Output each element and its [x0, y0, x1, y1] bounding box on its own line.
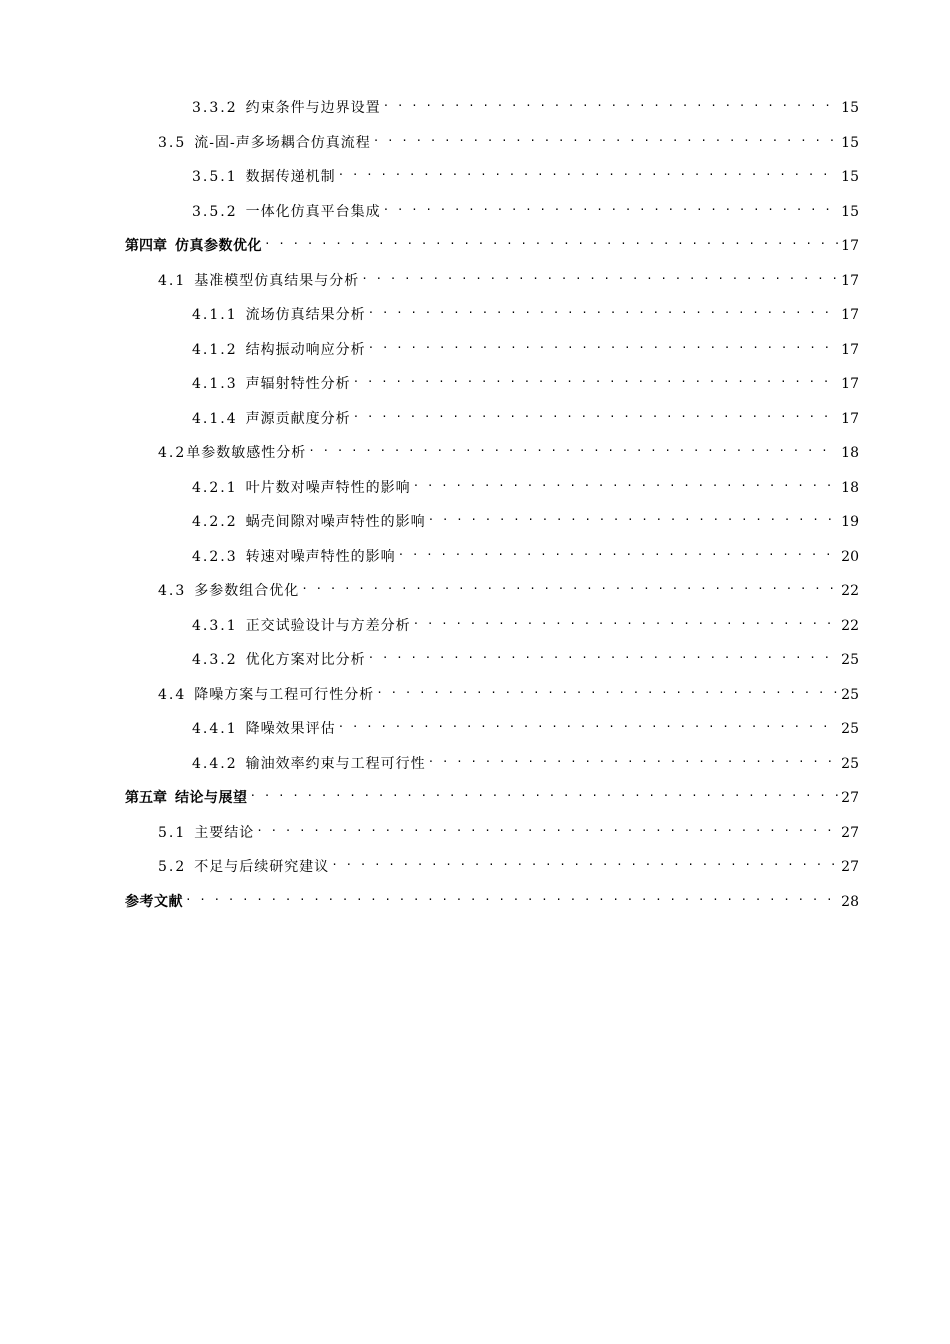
toc-entry-page-number: 22	[841, 617, 859, 634]
toc-entry-title: 结论与展望	[175, 790, 248, 806]
toc-dot-leader	[338, 157, 839, 181]
toc-entry-number: 4.3.2	[192, 652, 238, 668]
toc-entry[interactable]	[192, 502, 859, 530]
toc-dot-leader	[331, 847, 838, 871]
toc-dot-leader	[308, 433, 838, 457]
toc-entry-title: 一体化仿真平台集成	[245, 203, 381, 220]
toc-entry-number: 4.2.3	[192, 548, 238, 565]
toc-entry[interactable]	[192, 399, 859, 427]
toc-entry-page-number: 27	[841, 859, 859, 875]
toc-entry-title: 仿真参数优化	[175, 238, 262, 254]
toc-dot-leader	[361, 261, 838, 285]
toc-entry-title: 流-固-声多场耦合仿真流程	[194, 134, 371, 151]
toc-entry-title: 降噪效果评估	[245, 721, 336, 737]
toc-entry-number: 3.5.2	[192, 203, 238, 220]
toc-entry[interactable]	[192, 295, 859, 323]
toc-entry[interactable]	[158, 261, 859, 289]
toc-entry-number: 4.1	[158, 272, 187, 289]
toc-entry-page-number: 25	[841, 652, 859, 668]
toc-entry-title: 主要结论	[194, 824, 255, 841]
toc-entry-page-number: 27	[841, 824, 859, 841]
toc-entry-title: 降噪方案与工程可行性分析	[194, 686, 375, 703]
toc-entry[interactable]	[192, 537, 859, 565]
toc-entry-number: 3.5.1	[192, 169, 238, 185]
toc-entry[interactable]	[125, 226, 859, 254]
toc-entry-page-number: 22	[841, 583, 859, 599]
toc-dot-leader	[428, 502, 839, 526]
toc-entry-page-number: 18	[841, 445, 859, 461]
toc-entry-title: 基准模型仿真结果与分析	[194, 272, 360, 289]
toc-entry-number: 3.5	[158, 134, 187, 151]
toc-dot-leader	[376, 675, 838, 699]
toc-entry[interactable]	[192, 744, 859, 772]
toc-entry-title: 多参数组合优化	[194, 583, 300, 599]
toc-entry-title: 约束条件与边界设置	[245, 100, 381, 116]
toc-entry[interactable]	[158, 813, 859, 841]
toc-dot-leader	[383, 88, 839, 112]
toc-entry[interactable]	[158, 847, 859, 875]
toc-entry[interactable]	[125, 778, 859, 806]
toc-dot-leader	[353, 399, 839, 423]
toc-entry-page-number: 15	[841, 134, 859, 151]
toc-entry[interactable]	[158, 675, 859, 703]
toc-entry-title: 结构振动响应分析	[245, 341, 366, 358]
toc-dot-leader	[428, 744, 839, 768]
toc-entry-number: 4.2	[158, 445, 187, 461]
toc-entry-title: 输油效率约束与工程可行性	[245, 755, 426, 772]
toc-entry-number: 5.2	[158, 859, 187, 875]
toc-entry[interactable]	[192, 157, 859, 185]
toc-entry[interactable]	[158, 571, 859, 599]
toc-entry[interactable]	[192, 709, 859, 737]
toc-entry[interactable]	[158, 433, 859, 461]
toc-dot-leader	[256, 813, 838, 837]
toc-entry-number: 第四章	[125, 238, 167, 254]
toc-dot-leader	[301, 571, 838, 595]
toc-dot-leader	[368, 295, 839, 319]
toc-dot-leader	[398, 537, 839, 561]
toc-dot-leader	[368, 330, 839, 354]
toc-entry-number: 4.2.2	[192, 514, 238, 530]
toc-entry[interactable]	[192, 468, 859, 496]
toc-dot-leader	[250, 778, 839, 802]
toc-entry-number: 3.3.2	[192, 100, 238, 116]
toc-entry-number: 4.3.1	[192, 617, 238, 634]
toc-entry-page-number: 17	[841, 376, 859, 392]
toc-dot-leader	[338, 709, 839, 733]
toc-entry-title: 转速对噪声特性的影响	[245, 548, 396, 565]
toc-dot-leader	[383, 192, 839, 216]
toc-entry-page-number: 25	[841, 686, 859, 703]
toc-entry[interactable]	[192, 330, 859, 358]
toc-entry-title: 声辐射特性分析	[245, 376, 351, 392]
toc-entry-page-number: 17	[841, 341, 859, 358]
toc-entry-page-number: 17	[841, 307, 859, 323]
toc-entry-page-number: 15	[841, 100, 859, 116]
toc-entry-page-number: 27	[841, 790, 859, 806]
toc-entry[interactable]	[192, 364, 859, 392]
toc-entry-title: 优化方案对比分析	[245, 652, 366, 668]
toc-entry-page-number: 25	[841, 755, 859, 772]
toc-dot-leader	[264, 226, 838, 250]
toc-entry[interactable]	[192, 88, 859, 116]
toc-entry-page-number: 17	[841, 238, 859, 254]
toc-entry-title: 叶片数对噪声特性的影响	[245, 479, 411, 496]
toc-entry-title: 数据传递机制	[245, 169, 336, 185]
toc-entry-title: 单参数敏感性分析	[186, 445, 307, 461]
toc-entry-page-number: 15	[841, 203, 859, 220]
toc-entry-page-number: 17	[841, 410, 859, 427]
toc-entry[interactable]	[158, 123, 859, 151]
toc-entry-title: 正交试验设计与方差分析	[245, 617, 411, 634]
toc-entry[interactable]	[192, 192, 859, 220]
toc-entry-title: 声源贡献度分析	[245, 410, 351, 427]
toc-entry-number: 4.4	[158, 686, 187, 703]
toc-entry-page-number: 28	[841, 893, 859, 910]
toc-entry-number: 4.1.3	[192, 376, 238, 392]
toc-entry-page-number: 17	[841, 272, 859, 289]
toc-entry-number: 4.4.2	[192, 755, 238, 772]
toc-entry-page-number: 15	[841, 169, 859, 185]
toc-entry[interactable]	[125, 882, 859, 910]
toc-entry-number: 4.3	[158, 583, 187, 599]
toc-entry-page-number: 18	[841, 479, 859, 496]
toc-dot-leader	[353, 364, 839, 388]
toc-entry-title: 不足与后续研究建议	[194, 859, 330, 875]
toc-dot-leader	[413, 468, 839, 492]
toc-entry-title: 蜗壳间隙对噪声特性的影响	[245, 514, 426, 530]
toc-entry-number: 5.1	[158, 824, 187, 841]
toc-entry-title: 参考文献	[125, 893, 183, 910]
toc-entry-page-number: 19	[841, 514, 859, 530]
toc-dot-leader	[373, 123, 838, 147]
toc-entry-number: 4.1.2	[192, 341, 238, 358]
toc-entry-number: 4.2.1	[192, 479, 238, 496]
toc-entry[interactable]	[192, 640, 859, 668]
toc-entry-page-number: 25	[841, 721, 859, 737]
toc-entry[interactable]	[192, 606, 859, 634]
toc-dot-leader	[185, 882, 838, 906]
toc-entry-number: 4.1.4	[192, 410, 238, 427]
toc-entry-number: 4.4.1	[192, 721, 238, 737]
toc-entry-number: 4.1.1	[192, 307, 238, 323]
toc-entry-title: 流场仿真结果分析	[245, 307, 366, 323]
toc-dot-leader	[413, 606, 839, 630]
toc-entry-number: 第五章	[125, 790, 167, 806]
toc-entry-page-number: 20	[841, 548, 859, 565]
toc-dot-leader	[368, 640, 839, 664]
